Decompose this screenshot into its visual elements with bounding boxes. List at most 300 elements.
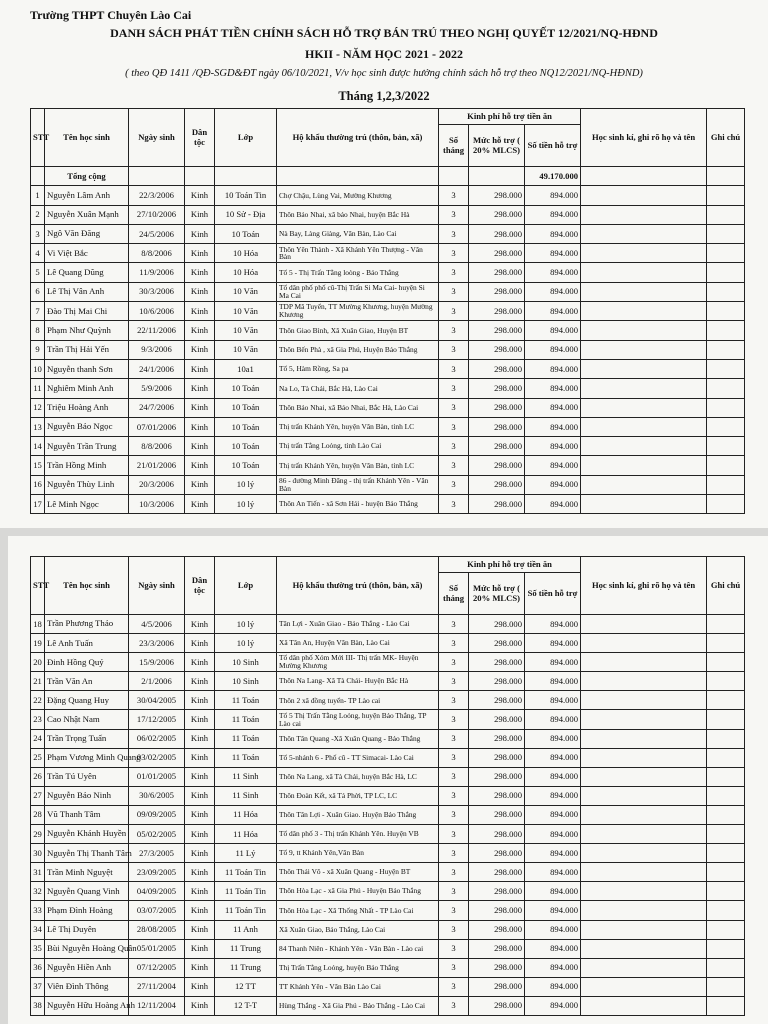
support-rate: 298.000 <box>469 844 525 863</box>
signature-cell <box>581 977 707 996</box>
support-rate: 298.000 <box>469 634 525 653</box>
student-class: 10 Toán <box>215 224 277 243</box>
student-address: Thôn Na Lang- Xã Tà Chải- Huyện Bắc Hà <box>277 672 439 691</box>
student-dob: 04/09/2005 <box>129 882 185 901</box>
header-class: Lớp <box>215 557 277 615</box>
signature-cell <box>581 615 707 634</box>
note-cell <box>707 901 745 920</box>
note-cell <box>707 805 745 824</box>
total-row <box>31 167 745 186</box>
student-class: 10a1 <box>215 359 277 378</box>
document-page-2 <box>8 536 768 1024</box>
row-stt: 11 <box>31 379 45 398</box>
table-row <box>31 340 745 359</box>
row-stt: 15 <box>31 456 45 475</box>
student-dob: 24/7/2006 <box>129 398 185 417</box>
header-address: Hộ khẩu thường trú (thôn, bản, xã) <box>277 109 439 167</box>
student-class: 11 Hóa <box>215 825 277 844</box>
row-stt: 4 <box>31 244 45 263</box>
student-dob: 2/1/2006 <box>129 672 185 691</box>
header-ethnic: Dân tộc <box>185 109 215 167</box>
student-address: Hùng Thắng - Xã Gia Phú - Bảo Thắng - Lào Cai <box>277 996 439 1015</box>
student-dob: 10/6/2006 <box>129 302 185 321</box>
student-address: Tổ dân phố 3 - Thị trấn Khánh Yên. Huyện VB <box>277 825 439 844</box>
support-months: 3 <box>439 244 469 263</box>
row-stt: 22 <box>31 691 45 710</box>
student-ethnic: Kinh <box>185 805 215 824</box>
row-stt: 14 <box>31 437 45 456</box>
note-cell <box>707 672 745 691</box>
note-cell <box>707 379 745 398</box>
row-stt: 9 <box>31 340 45 359</box>
table-row <box>31 244 745 263</box>
table-row <box>31 767 745 786</box>
support-amount: 894.000 <box>525 844 581 863</box>
signature-cell <box>581 379 707 398</box>
student-address: Na Lo, Tà Chải, Bắc Hà, Lào Cai <box>277 379 439 398</box>
header-address: Hộ khẩu thường trú (thôn, bản, xã) <box>277 557 439 615</box>
table-row <box>31 844 745 863</box>
header-note: Ghi chú <box>707 557 745 615</box>
table-row <box>31 996 745 1015</box>
student-class: 10 Văn <box>215 340 277 359</box>
note-cell <box>707 996 745 1015</box>
support-rate: 298.000 <box>469 615 525 634</box>
student-ethnic: Kinh <box>185 186 215 205</box>
student-name: Viên Đình Thông <box>45 977 129 996</box>
student-class: 10 Văn <box>215 302 277 321</box>
signature-cell <box>581 302 707 321</box>
student-class: 10 Văn <box>215 321 277 340</box>
support-amount: 894.000 <box>525 456 581 475</box>
support-months: 3 <box>439 767 469 786</box>
student-name: Nguyễn Hiền Anh <box>45 958 129 977</box>
support-months: 3 <box>439 844 469 863</box>
student-address: Thị trấn Tằng Loỏng, tỉnh Lào Cai <box>277 437 439 456</box>
note-cell <box>707 939 745 958</box>
header-signature: Học sinh kí, ghi rõ họ và tên <box>581 109 707 167</box>
student-class: 10 Văn <box>215 282 277 301</box>
table-row <box>31 186 745 205</box>
student-ethnic: Kinh <box>185 224 215 243</box>
student-ethnic: Kinh <box>185 437 215 456</box>
signature-cell <box>581 882 707 901</box>
student-ethnic: Kinh <box>185 244 215 263</box>
header-rate: Mức hỗ trợ ( 20% MLCS) <box>469 573 525 615</box>
note-cell <box>707 495 745 514</box>
student-address: Tổ dân phố phố cũ-Thị Trấn Si Ma Cai- huyện Si Ma Cai <box>277 282 439 301</box>
support-rate: 298.000 <box>469 379 525 398</box>
empty-cell <box>31 167 45 186</box>
student-dob: 21/01/2006 <box>129 456 185 475</box>
student-class: 10 Toán <box>215 379 277 398</box>
table-row <box>31 691 745 710</box>
table-row <box>31 398 745 417</box>
table-row <box>31 901 745 920</box>
support-months: 3 <box>439 710 469 729</box>
student-name: Đặng Quang Huy <box>45 691 129 710</box>
student-name: Trần Văn An <box>45 672 129 691</box>
support-months: 3 <box>439 672 469 691</box>
note-cell <box>707 205 745 224</box>
support-months: 3 <box>439 805 469 824</box>
support-months: 3 <box>439 437 469 456</box>
support-months: 3 <box>439 786 469 805</box>
support-rate: 298.000 <box>469 786 525 805</box>
note-cell <box>707 263 745 282</box>
support-amount: 894.000 <box>525 767 581 786</box>
note-cell <box>707 958 745 977</box>
support-months: 3 <box>439 302 469 321</box>
support-months: 3 <box>439 224 469 243</box>
student-class: 11 Toán <box>215 748 277 767</box>
signature-cell <box>581 958 707 977</box>
row-stt: 7 <box>31 302 45 321</box>
row-stt: 26 <box>31 767 45 786</box>
empty-cell <box>215 167 277 186</box>
student-class: 10 Toán <box>215 398 277 417</box>
student-ethnic: Kinh <box>185 767 215 786</box>
table-row <box>31 417 745 436</box>
row-stt: 27 <box>31 786 45 805</box>
student-class: 10 Sinh <box>215 653 277 672</box>
table-row <box>31 379 745 398</box>
signature-cell <box>581 825 707 844</box>
student-name: Nguyễn Xuân Mạnh <box>45 205 129 224</box>
student-address: Thôn Giao Bình, Xã Xuân Giao, Huyện BT <box>277 321 439 340</box>
student-class: 12 TT <box>215 977 277 996</box>
support-rate: 298.000 <box>469 340 525 359</box>
student-address: Thôn Đoàn Kết, xã Tả Phời, TP LC, LC <box>277 786 439 805</box>
signature-cell <box>581 282 707 301</box>
table-row <box>31 634 745 653</box>
student-name: Triệu Hoàng Anh <box>45 398 129 417</box>
row-stt: 16 <box>31 475 45 494</box>
support-rate: 298.000 <box>469 729 525 748</box>
row-stt: 19 <box>31 634 45 653</box>
support-amount: 894.000 <box>525 475 581 494</box>
student-dob: 30/04/2005 <box>129 691 185 710</box>
note-cell <box>707 920 745 939</box>
header-amount: Số tiền hỗ trợ <box>525 573 581 615</box>
support-months: 3 <box>439 340 469 359</box>
support-rate: 298.000 <box>469 437 525 456</box>
student-class: 11 Trung <box>215 958 277 977</box>
student-name: Nguyễn thanh Sơn <box>45 359 129 378</box>
student-name: Nguyễn Thị Thanh Tâm <box>45 844 129 863</box>
total-label: Tổng cộng <box>45 167 129 186</box>
student-class: 10 lý <box>215 615 277 634</box>
row-stt: 18 <box>31 615 45 634</box>
student-name: Lê Minh Ngọc <box>45 495 129 514</box>
student-dob: 30/3/2006 <box>129 282 185 301</box>
student-address: Nà Bay, Làng Giàng, Văn Bàn, Lào Cai <box>277 224 439 243</box>
student-class: 11 Toán <box>215 710 277 729</box>
student-address: 86 - đường Minh Đăng - thị trấn Khánh Yên - Văn Bàn <box>277 475 439 494</box>
student-class: 10 Toán <box>215 437 277 456</box>
signature-cell <box>581 805 707 824</box>
note-cell <box>707 340 745 359</box>
student-class: 10 Hóa <box>215 244 277 263</box>
support-months: 3 <box>439 495 469 514</box>
table-row <box>31 805 745 824</box>
support-months: 3 <box>439 729 469 748</box>
student-dob: 12/11/2004 <box>129 996 185 1015</box>
signature-cell <box>581 844 707 863</box>
support-rate: 298.000 <box>469 302 525 321</box>
student-class: 11 Hóa <box>215 805 277 824</box>
header-dob: Ngày sinh <box>129 109 185 167</box>
header-rate: Mức hỗ trợ ( 20% MLCS) <box>469 125 525 167</box>
student-class: 11 Toán Tin <box>215 901 277 920</box>
table-row <box>31 653 745 672</box>
student-address: Chợ Chậu, Lùng Vai, Mường Khương <box>277 186 439 205</box>
table-row <box>31 475 745 494</box>
note-cell <box>707 882 745 901</box>
student-dob: 9/3/2006 <box>129 340 185 359</box>
signature-cell <box>581 653 707 672</box>
support-rate: 298.000 <box>469 321 525 340</box>
support-amount: 894.000 <box>525 825 581 844</box>
note-cell <box>707 634 745 653</box>
student-address: Xã Xuân Giao, Bảo Thắng, Lào Cai <box>277 920 439 939</box>
support-rate: 298.000 <box>469 495 525 514</box>
student-address: Thôn An Tiến - xã Sơn Hải - huyện Bảo Thắng <box>277 495 439 514</box>
note-cell <box>707 863 745 882</box>
table-row <box>31 282 745 301</box>
signature-cell <box>581 186 707 205</box>
support-rate: 298.000 <box>469 417 525 436</box>
row-stt: 5 <box>31 263 45 282</box>
student-name: Đào Thị Mai Chi <box>45 302 129 321</box>
student-dob: 27/10/2006 <box>129 205 185 224</box>
signature-cell <box>581 321 707 340</box>
student-name: Nguyễn Lâm Anh <box>45 186 129 205</box>
support-amount: 894.000 <box>525 786 581 805</box>
support-amount: 894.000 <box>525 379 581 398</box>
support-months: 3 <box>439 691 469 710</box>
row-stt: 32 <box>31 882 45 901</box>
student-ethnic: Kinh <box>185 977 215 996</box>
student-dob: 22/3/2006 <box>129 186 185 205</box>
student-address: Tổ 5 - Thị Trấn Tằng loòng - Bảo Thắng <box>277 263 439 282</box>
signature-cell <box>581 786 707 805</box>
term-label: HKII - NĂM HỌC 2021 - 2022 <box>305 47 463 61</box>
note-cell <box>707 615 745 634</box>
student-class: 11 Trung <box>215 939 277 958</box>
signature-cell <box>581 748 707 767</box>
student-name: Phạm Đình Hoàng <box>45 901 129 920</box>
student-class: 11 Toán Tin <box>215 882 277 901</box>
support-rate: 298.000 <box>469 748 525 767</box>
support-amount: 894.000 <box>525 186 581 205</box>
student-name: Phạm Vương Minh Quang <box>45 748 129 767</box>
table-row <box>31 748 745 767</box>
student-class: 12 T-T <box>215 996 277 1015</box>
student-ethnic: Kinh <box>185 863 215 882</box>
student-address: Tổ 5-nhánh 6 - Phố cũ - TT Simacai- Lào Cai <box>277 748 439 767</box>
note-cell <box>707 691 745 710</box>
signature-cell <box>581 263 707 282</box>
table-row <box>31 263 745 282</box>
student-dob: 07/12/2005 <box>129 958 185 977</box>
signature-cell <box>581 224 707 243</box>
note-cell <box>707 748 745 767</box>
support-amount: 894.000 <box>525 710 581 729</box>
student-dob: 09/09/2005 <box>129 805 185 824</box>
student-address: Thôn Hòa Lạc - Xã Thống Nhất - TP Lào Cai <box>277 901 439 920</box>
student-name: Nghiêm Minh Anh <box>45 379 129 398</box>
student-dob: 20/3/2006 <box>129 475 185 494</box>
support-amount: 894.000 <box>525 205 581 224</box>
table-row <box>31 302 745 321</box>
support-amount: 894.000 <box>525 495 581 514</box>
student-name: Trần Tú Uyên <box>45 767 129 786</box>
note-cell <box>707 729 745 748</box>
student-ethnic: Kinh <box>185 475 215 494</box>
support-amount: 894.000 <box>525 282 581 301</box>
table-row <box>31 786 745 805</box>
row-stt: 6 <box>31 282 45 301</box>
note-cell <box>707 417 745 436</box>
support-months: 3 <box>439 205 469 224</box>
support-months: 3 <box>439 263 469 282</box>
signature-cell <box>581 417 707 436</box>
note-cell <box>707 710 745 729</box>
student-address: Tổ dân phố Xóm Mới III- Thị trấn MK- Huyện Mường Khương <box>277 653 439 672</box>
row-stt: 13 <box>31 417 45 436</box>
empty-cell <box>581 167 707 186</box>
note-cell <box>707 244 745 263</box>
student-name: Nguyễn Bảo Ninh <box>45 786 129 805</box>
empty-cell <box>707 167 745 186</box>
support-amount: 894.000 <box>525 901 581 920</box>
student-name: Trần Minh Nguyệt <box>45 863 129 882</box>
signature-cell <box>581 863 707 882</box>
support-rate: 298.000 <box>469 920 525 939</box>
support-amount: 894.000 <box>525 996 581 1015</box>
header-name: Tên học sinh <box>45 557 129 615</box>
header-signature: Học sinh kí, ghi rõ họ và tên <box>581 557 707 615</box>
support-rate: 298.000 <box>469 691 525 710</box>
note-cell <box>707 825 745 844</box>
support-rate: 298.000 <box>469 475 525 494</box>
note-cell <box>707 456 745 475</box>
student-dob: 06/02/2005 <box>129 729 185 748</box>
student-dob: 23/3/2006 <box>129 634 185 653</box>
table-row <box>31 615 745 634</box>
student-ethnic: Kinh <box>185 340 215 359</box>
support-amount: 894.000 <box>525 920 581 939</box>
row-stt: 29 <box>31 825 45 844</box>
student-name: Ngô Văn Đăng <box>45 224 129 243</box>
student-dob: 8/8/2006 <box>129 437 185 456</box>
support-months: 3 <box>439 417 469 436</box>
support-rate: 298.000 <box>469 825 525 844</box>
support-rate: 298.000 <box>469 282 525 301</box>
student-ethnic: Kinh <box>185 417 215 436</box>
support-rate: 298.000 <box>469 901 525 920</box>
student-ethnic: Kinh <box>185 456 215 475</box>
student-class: 11 Toán Tin <box>215 863 277 882</box>
student-address: Thôn Yên Thành - Xã Khánh Yên Thượng - Văn Bàn <box>277 244 439 263</box>
student-dob: 22/11/2006 <box>129 321 185 340</box>
table-row <box>31 672 745 691</box>
signature-cell <box>581 475 707 494</box>
school-name: Trường THPT Chuyên Lào Cai <box>30 8 192 22</box>
student-dob: 5/9/2006 <box>129 379 185 398</box>
support-months: 3 <box>439 920 469 939</box>
signature-cell <box>581 729 707 748</box>
signature-cell <box>581 456 707 475</box>
student-dob: 24/5/2006 <box>129 224 185 243</box>
student-address: Thôn Tân Quang -Xã Xuân Quang - Bảo Thắng <box>277 729 439 748</box>
table-row <box>31 321 745 340</box>
support-rate: 298.000 <box>469 958 525 977</box>
student-dob: 01/01/2005 <box>129 767 185 786</box>
row-stt: 38 <box>31 996 45 1015</box>
student-class: 11 Sinh <box>215 767 277 786</box>
note-cell <box>707 224 745 243</box>
row-stt: 30 <box>31 844 45 863</box>
student-class: 10 Sử - Địa <box>215 205 277 224</box>
months-label: Tháng 1,2,3/2022 <box>338 89 430 103</box>
empty-cell <box>277 167 439 186</box>
row-stt: 3 <box>31 224 45 243</box>
support-months: 3 <box>439 958 469 977</box>
support-amount: 894.000 <box>525 939 581 958</box>
table-row <box>31 359 745 378</box>
student-address: TT Khánh Yên - Văn Bàn Lào Cai <box>277 977 439 996</box>
row-stt: 1 <box>31 186 45 205</box>
student-address: Tổ 5, Hàm Rồng, Sa pa <box>277 359 439 378</box>
basis-note: ( theo QĐ 1411 /QĐ-SGD&ĐT ngày 06/10/2021, V/v học sinh được hưởng chính sách hỗ trợ theo NQ12/2021/NQ-HĐND) <box>125 68 643 79</box>
support-months: 3 <box>439 996 469 1015</box>
support-months: 3 <box>439 653 469 672</box>
student-ethnic: Kinh <box>185 939 215 958</box>
student-address: Thôn Thái Vô - xã Xuân Quang - Huyện BT <box>277 863 439 882</box>
table-row <box>31 977 745 996</box>
support-rate: 298.000 <box>469 224 525 243</box>
student-address: Thị trấn Khánh Yên, huyện Văn Bàn, tỉnh LC <box>277 456 439 475</box>
student-ethnic: Kinh <box>185 359 215 378</box>
support-amount: 894.000 <box>525 729 581 748</box>
row-stt: 25 <box>31 748 45 767</box>
student-name: Nguyễn Bảo Ngọc <box>45 417 129 436</box>
row-stt: 35 <box>31 939 45 958</box>
student-dob: 05/01/2005 <box>129 939 185 958</box>
header-stt: STT <box>31 557 45 615</box>
support-rate: 298.000 <box>469 186 525 205</box>
signature-cell <box>581 691 707 710</box>
student-address: Thôn Bến Phà , xã Gia Phú, Huyện Bảo Thắng <box>277 340 439 359</box>
support-amount: 894.000 <box>525 653 581 672</box>
support-rate: 298.000 <box>469 244 525 263</box>
student-address: 84 Thanh Niên - Khánh Yên - Văn Bàn - Lào cai <box>277 939 439 958</box>
signature-cell <box>581 398 707 417</box>
row-stt: 28 <box>31 805 45 824</box>
row-stt: 8 <box>31 321 45 340</box>
student-ethnic: Kinh <box>185 786 215 805</box>
student-ethnic: Kinh <box>185 710 215 729</box>
support-rate: 298.000 <box>469 996 525 1015</box>
support-amount: 894.000 <box>525 437 581 456</box>
student-name: Lê Thị Duyên <box>45 920 129 939</box>
student-dob: 17/12/2005 <box>129 710 185 729</box>
student-ethnic: Kinh <box>185 691 215 710</box>
row-stt: 31 <box>31 863 45 882</box>
support-rate: 298.000 <box>469 398 525 417</box>
